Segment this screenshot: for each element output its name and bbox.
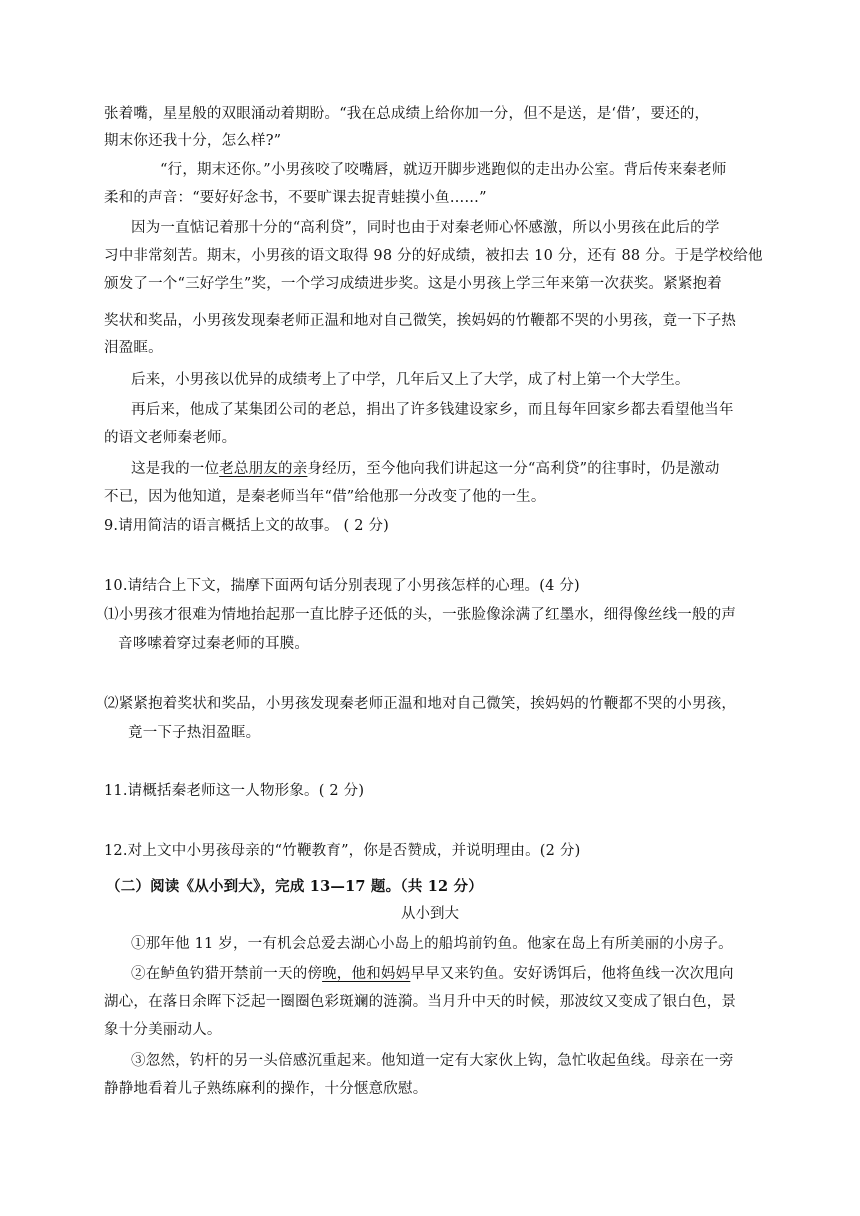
passage-line (131, 459, 720, 479)
section-heading: （二）阅读《从小到大》，完成 13—17 题。（共 12 分） (106, 878, 483, 895)
paragraph-3: ③忽然，钓杆的另一头倍感沉重起来。他知道一定有大家伙上钩，急忙收起鱼线。母亲在一旁 (131, 1053, 734, 1069)
underlined-text: 晚，他和妈妈 (322, 966, 411, 982)
passage-line: 期末你还我十分，怎么样?” (104, 133, 282, 149)
question-10-item-1-cont: 音哆嗦着穿过秦老师的耳膜。 (118, 636, 310, 652)
passage-line: 颁发了一个“三好学生”奖，一个学习成绩进步奖。这是小男孩上学三年来第一次获奖。紧紧抱着 (104, 276, 722, 292)
paragraph-1: ①那年他 11 岁，一有机会总爱去湖心小岛上的船坞前钓鱼。他家在岛上有所美丽的小房子。 (131, 936, 733, 952)
question-11: 11.请概括秦老师这一人物形象。( 2 分) (104, 783, 365, 799)
text-span: ②在鲈鱼钓猎开禁前一天的傍 (131, 966, 323, 982)
article-title: 从小到大 (401, 906, 459, 922)
paragraph-2-line: 象十分美丽动人。 (104, 1022, 222, 1038)
question-10-item-2-cont: 竟一下子热泪盈眶。 (128, 725, 261, 741)
passage-line: 不已，因为他知道，是秦老师当年“借”给他那一分改变了他的一生。 (104, 489, 546, 505)
question-10-item-2: ⑵紧紧抱着奖状和奖品，小男孩发现秦老师正温和地对自己微笑，挨妈妈的竹鞭都不哭的小男孩， (104, 696, 737, 712)
passage-line: 泪盈眶。 (104, 340, 163, 356)
text-span: 早早又来钓鱼。安好诱饵后，他将鱼线一次次甩向 (410, 966, 734, 982)
paragraph-2-line: 湖心，在落日余晖下泛起一圈圈色彩斑斓的涟漪。当月升中天的时候，那波纹又变成了银白色，景 (104, 994, 737, 1010)
passage-line: 张着嘴，星星般的双眼涌动着期盼。“我在总成绩上给你加一分，但不是送，是‘借’，要还的， (104, 106, 710, 122)
paragraph-3-line: 静静地看着儿子熟练麻利的操作，十分惬意欣慰。 (104, 1081, 428, 1097)
passage-line: 习中非常刻苦。期末，小男孩的语文取得 98 分的好成绩，被扣去 10 分，还有 88 分。于是学校给他 (104, 248, 763, 264)
passage-line: 后来，小男孩以优异的成绩考上了中学，几年后又上了大学，成了村上第一个大学生。 (131, 372, 690, 388)
question-9: 9.请用简洁的语言概括上文的故事。 ( 2 分) (104, 518, 389, 534)
underlined-text: 老总朋友的亲 (219, 461, 308, 477)
passage-line: 因为一直惦记着那十分的“高利贷”，同时也由于对秦老师心怀感激，所以小男孩在此后的学 (131, 220, 720, 236)
passage-line: 奖状和奖品，小男孩发现秦老师正温和地对自己微笑，挨妈妈的竹鞭都不哭的小男孩，竟一下子热 (104, 313, 737, 329)
question-10: 10.请结合上下文，揣摩下面两句话分别表现了小男孩怎样的心理。(4 分) (104, 578, 580, 594)
passage-line: 的语文老师秦老师。 (104, 430, 237, 446)
passage-line: 柔和的声音：“要好好念书，不要旷课去捉青蛙摸小鱼……” (104, 190, 487, 206)
passage-line: “行，期末还你。”小男孩咬了咬嘴唇，就迈开脚步逃跑似的走出办公室。背后传来秦老师 (160, 162, 727, 178)
text-span: 身经历，至今他向我们讲起这一分“高利贷”的往事时，仍是激动 (307, 461, 720, 477)
question-12: 12.对上文中小男孩母亲的“竹鞭教育”，你是否赞成，并说明理由。(2 分) (104, 843, 581, 859)
passage-line: 再后来，他成了某集团公司的老总，捐出了许多钱建设家乡，而且每年回家乡都去看望他当年 (131, 402, 734, 418)
question-10-item-1: ⑴小男孩才很难为情地抬起那一直比脖子还低的头，一张脸像涂满了红墨水，细得像丝线一般的声 (104, 607, 737, 623)
text-span: 这是我的一位 (131, 461, 220, 477)
paragraph-2 (131, 964, 734, 984)
